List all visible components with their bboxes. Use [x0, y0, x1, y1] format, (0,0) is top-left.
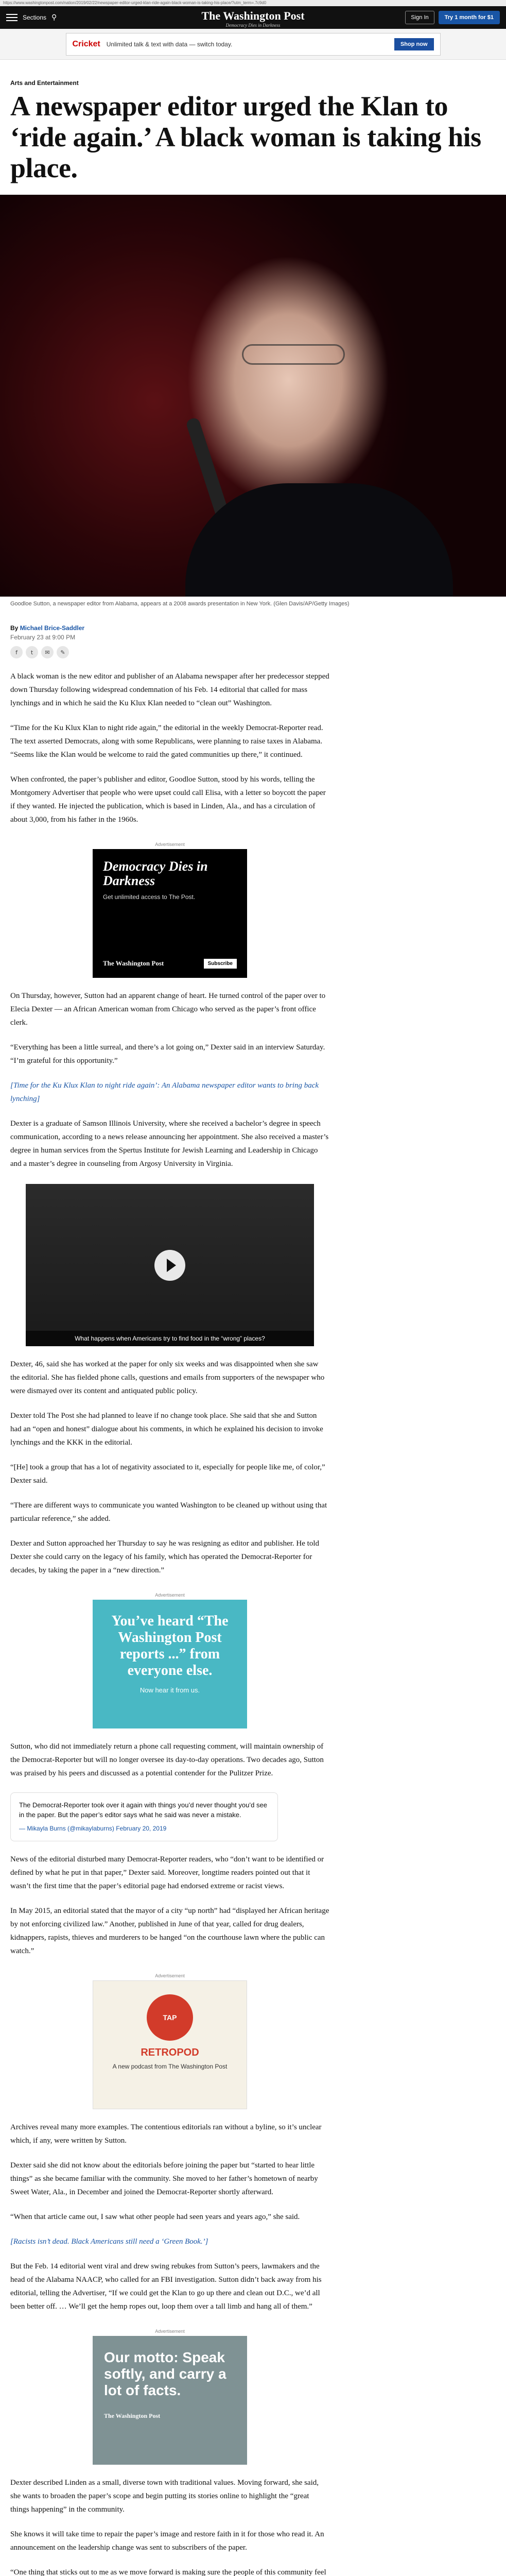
site-logo[interactable]: The Washington Post — [201, 9, 305, 22]
inline-ad-democracy[interactable] — [93, 842, 247, 978]
inline-ad-motto[interactable] — [93, 2329, 247, 2465]
browser-url-bar[interactable]: https://www.washingtonpost.com/nation/2019/02/22/newspaper-editor-urged-klan-ride-again-black-woman-is-taking-his-place/?utm_term=.7c9d0 — [0, 0, 506, 6]
paragraph: “There are different ways to communicate you wanted Washington to be cleaned up without using that particular reference,” she added. — [10, 1501, 327, 1523]
play-icon[interactable] — [154, 1250, 185, 1281]
paragraph: “Everything has been a little surreal, and there’s a lot going on,” Dexter said in an interview Saturday. “I’m grateful for this opportunity.” — [10, 1043, 325, 1065]
paragraph: Dexter is a graduate of Samson Illinois University, where she received a bachelor’s degree in speech communication, according to a news release announcing her appointment. She also received a master’s degree in human services from the Spertus Institute for Jewish Learning and Leadership in Chicago and a master’s degree in counseling from Argosy University in Virginia. — [10, 1120, 329, 1168]
paragraph: Archives reveal many more examples. The contentious editorials ran without a byline, so it’s unclear which, if any, were written by Sutton. — [10, 2123, 322, 2145]
facebook-share-icon[interactable]: f — [10, 646, 23, 658]
photo-caption: Goodloe Sutton, a newspaper editor from Alabama, appears at a 2008 awards presentation in New York. (Glen Davis/AP/Getty Images) — [10, 601, 350, 607]
photo-suit — [185, 483, 453, 597]
ad-subscribe-button[interactable]: Subscribe — [204, 959, 237, 969]
sections-link[interactable]: Sections — [23, 14, 47, 21]
byline-by: By — [10, 624, 19, 632]
top-banner-ad — [0, 29, 506, 60]
paragraph: News of the editorial disturbed many Democrat-Reporter readers, who “don’t want to be identified or defined by what he put in that paper,” Dexter said. Moreover, longtime readers pointed out that it wasn’t the first time that the paper’s editorial page had endorsed extreme or racist views. — [10, 1855, 324, 1890]
paragraph: On Thursday, however, Sutton had an apparent change of heart. He turned control of the paper over to Elecia Dexter — an African American woman from Chicago who served as the paper’s front office clerk. — [10, 992, 326, 1027]
retropod-logo: TAP — [147, 1994, 193, 2041]
ad-headline: You’ve heard “The Washington Post reports ...” from everyone else. — [111, 1613, 229, 1679]
twitter-share-icon[interactable]: t — [26, 646, 38, 658]
photo-microphone — [185, 417, 230, 519]
ad-brand: Cricket — [72, 39, 100, 48]
ad-headline: Democracy Dies in Darkness — [103, 859, 208, 888]
hero-photo — [0, 195, 506, 597]
site-tagline: Democracy Dies in Darkness — [225, 23, 281, 28]
menu-icon[interactable] — [6, 12, 18, 23]
banner-ad-box[interactable] — [66, 33, 441, 56]
ad-text: Unlimited talk & text with data — switch today. — [106, 40, 233, 48]
ad-subtext: Get unlimited access to The Post. — [103, 893, 196, 901]
sign-in-button[interactable]: Sign In — [405, 11, 434, 24]
paragraph: “When that article came out, I saw what other people had seen years and years ago,” she said. — [10, 2213, 300, 2221]
related-link[interactable]: [Time for the Ku Klux Klan to night ride again’: An Alabama newspaper editor wants to bring back lynching] — [10, 1081, 319, 1103]
ad-label: Advertisement — [155, 1973, 185, 1978]
paragraph: Dexter and Sutton approached her Thursday to say he was resigning as editor and publisher. He told Dexter she could carry on the legacy of his family, which has operated the Democrat-Reporter for decades, by taking the paper in a “new direction.” — [10, 1539, 319, 1574]
ad-subtext: Now hear it from us. — [139, 1686, 200, 1694]
paragraph: She knows it will take time to repair the paper’s image and restore faith in it for those who read it. An announcement on the leadership change was sent to subscribers of the paper. — [10, 2530, 324, 2552]
comment-icon[interactable]: ✎ — [57, 646, 69, 658]
tweet-meta[interactable]: — Mikayla Burns (@mikaylaburns) February 20, 2019 — [19, 1825, 167, 1832]
section-kicker[interactable]: Arts and Entertainment — [10, 79, 79, 87]
ad-label: Advertisement — [155, 2329, 185, 2334]
inline-ad-retropod[interactable] — [93, 1973, 247, 2109]
subscribe-button[interactable]: Try 1 month for $1 — [439, 11, 500, 24]
paragraph: “[He] took a group that has a lot of negativity associated to it, especially for people like me, of color,” Dexter said. — [10, 1463, 325, 1485]
video-player[interactable] — [26, 1184, 314, 1346]
paragraph: Dexter, 46, said she has worked at the paper for only six weeks and was disappointed when she saw the editorial. She has fielded phone calls, questions and emails from supporters of the newspaper who were dismayed over its content and antiquated public policy. — [10, 1360, 325, 1395]
paragraph: A black woman is the new editor and publisher of an Alabama newspaper after her predecessor stepped down Thursday following widespread condemnation of his Feb. 14 editorial that called for mass lynchings and in which he said the Ku Klux Klan needed to “clean out” Washington. — [10, 672, 329, 707]
ad-brand: The Washington Post — [104, 2412, 161, 2419]
inline-ad-teal[interactable] — [93, 1592, 247, 1728]
ad-brand: The Washington Post — [103, 959, 164, 967]
author-link[interactable]: Michael Brice-Saddler — [20, 624, 85, 632]
email-share-icon[interactable]: ✉ — [41, 646, 54, 658]
paragraph: In May 2015, an editorial stated that the mayor of a city “up north” had “displayed her African heritage by not enforcing civilized law.” Another, published in June of that year, called for drug dealers, kidnappers, rapists, thieves and murderers to be hanged “on the courthouse lawn where the public can watch.” — [10, 1907, 329, 1955]
ad-label: Advertisement — [155, 842, 185, 847]
ad-cta-button[interactable]: Shop now — [394, 38, 434, 50]
paragraph: Dexter said she did not know about the editorials before joining the paper but “started to hear little things” as she became familiar with the community. She moved to her father’s hometown of nearby Sweet Water, Ala., in December and joined the Democrat-Reporter shortly afterward. — [10, 2161, 318, 2196]
video-caption: What happens when Americans try to find food in the “wrong” places? — [26, 1331, 314, 1346]
paragraph: “One thing that sticks out to me as we move forward is making sure the people of this community feel — [10, 2568, 326, 2576]
ad-headline: RETROPOD — [141, 2047, 199, 2058]
article-body — [10, 670, 329, 2576]
paragraph: Dexter described Linden as a small, diverse town with traditional values. Moving forward, she said, she wants to broaden the paper’s scope and begin putting its stories online to highlight the “great things happening” in the community. — [10, 2479, 319, 2514]
share-toolbar — [10, 646, 496, 658]
embedded-tweet[interactable] — [10, 1792, 278, 1841]
byline — [10, 624, 496, 641]
related-link[interactable]: [Racists isn’t dead. Black Americans still need a ‘Green Book.’] — [10, 2238, 208, 2246]
search-icon[interactable]: ⚲ — [51, 13, 57, 22]
paragraph: When confronted, the paper’s publisher and editor, Goodloe Sutton, stood by his words, telling the Montgomery Advertiser that people who were upset could call Elisa, with a letter so boycott the paper if they wanted. He injected the publication, which is based in Linden, Ala., and has a circulation of about 3,000, from his father in the 1960s. — [10, 775, 326, 824]
paragraph: But the Feb. 14 editorial went viral and drew swing rebukes from Sutton’s peers, lawmakers and the head of the Alabama NAACP, who called for an FBI investigation. Sutton didn’t back away from his editorial, telling the Advertiser, “If we could get the Klan to go up there and clean out D.C., we’d all been better off. … We’ll get the hemp ropes out, loop them over a tall limb and hang all of them.” — [10, 2262, 322, 2311]
ad-headline: Our motto: Speak softly, and carry a lot of facts. — [104, 2349, 226, 2398]
publish-date: February 23 at 9:00 PM — [10, 634, 76, 641]
ad-subtext: A new podcast from The Washington Post — [112, 2063, 228, 2070]
tweet-text: The Democrat-Reporter took over it again with things you’d never thought you’d see in the paper. But the paper’s editor says what he said was never a mistake. — [19, 1801, 267, 1819]
ad-label: Advertisement — [155, 1592, 185, 1598]
photo-glasses — [242, 344, 345, 365]
headline: A newspaper editor urged the Klan to ‘ride again.’ A black woman is taking his place. — [10, 91, 481, 183]
paragraph: Dexter told The Post she had planned to leave if no change took place. She said that she and Sutton had an “open and honest” dialogue about his comments, in which he explained his decision to invoke lynchings and the KKK in the editorial. — [10, 1412, 323, 1447]
paragraph: Sutton, who did not immediately return a phone call requesting comment, will maintain ownership of the Democrat-Reporter but will no longer oversee its day-to-day operations. Two decades ago, Sutton was praised by his peers and discussed as a potential contender for the Pulitzer Prize. — [10, 1742, 324, 1777]
top-navigation — [0, 6, 506, 29]
paragraph: “Time for the Ku Klux Klan to night ride again,” the editorial in the weekly Democrat-Reporter read. The text asserted Democrats, along with some Republicans, were planning to raise taxes in Alabama. “Seems like the Klan would be welcome to raid the gated communities up there,” it continued. — [10, 724, 323, 759]
